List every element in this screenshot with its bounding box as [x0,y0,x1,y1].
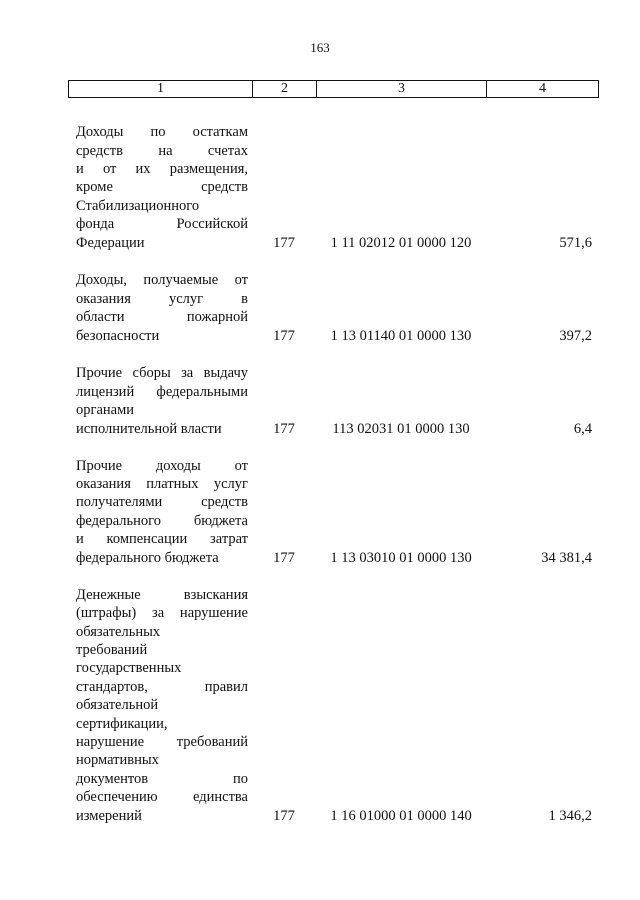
name-line: обеспечению единства [76,789,248,806]
row-budget-code: 1 11 02012 01 0000 120 [330,234,472,251]
row-admin-code: 177 [273,327,295,344]
page-number: 163 [310,40,330,55]
name-line: кроме средств [76,179,248,196]
row-amount: 6,4 [573,420,592,437]
row-budget-code: 1 13 01140 01 0000 130 [330,327,472,344]
name-line: федерального бюджета [76,512,248,529]
name-line: лицензий федеральными [76,383,248,400]
name-line: исполнительной власти [76,420,222,437]
row-admin-code: 177 [273,549,295,566]
name-line: федерального бюджета [76,549,219,566]
row-amount: 571,6 [559,234,592,251]
name-line: Доходы, получаемые от [76,272,248,289]
name-line: стандартов, правил [76,678,248,695]
row-budget-code: 1 13 03010 01 0000 130 [330,549,472,566]
name-line: области пожарной [76,309,248,326]
table-row [68,0,598,825]
row-amount: 34 381,4 [541,549,592,566]
row-admin-code: 177 [273,420,295,437]
row-name [76,586,248,825]
name-line: Денежные взыскания [76,586,248,603]
name-line: и от их размещения, [76,160,248,177]
name-line: требований [76,641,148,658]
row-budget-code: 1 16 01000 01 0000 140 [330,807,472,824]
row-amount: 397,2 [559,327,592,344]
name-line: (штрафы) за нарушение [76,605,248,622]
row-admin-code: 177 [273,234,295,251]
name-line: Прочие сборы за выдачу [76,365,248,382]
name-line: оказания платных услуг [76,475,248,492]
name-line: и компенсации затрат [76,531,248,548]
name-line: нормативных [76,752,159,769]
name-line: обязательной [76,697,159,714]
name-line: государственных [76,660,182,677]
name-line: безопасности [76,327,160,344]
name-line: средств на счетах [76,142,248,159]
header-col-3: 3 [317,81,487,98]
name-line: органами [76,402,135,419]
row-budget-code: 113 02031 01 0000 130 [332,420,470,437]
name-line: обязательных [76,623,161,640]
name-line: измерений [76,807,142,824]
header-col-4: 4 [487,81,599,98]
name-line: документов по [76,770,248,787]
name-line: сертификации, [76,715,168,732]
header-col-2: 2 [253,81,317,98]
name-line: Стабилизационного [76,197,200,214]
row-admin-code: 177 [273,807,295,824]
name-line: Доходы по остаткам [76,124,248,141]
name-line: Прочие доходы от [76,457,248,474]
name-line: фонда Российской [76,216,248,233]
name-line: получателями средств [76,494,248,511]
name-line: Федерации [76,234,145,251]
name-line: нарушение требований [76,733,248,750]
row-amount: 1 346,2 [548,807,592,824]
header-col-1: 1 [69,81,253,98]
name-line: оказания услуг в [76,290,248,307]
